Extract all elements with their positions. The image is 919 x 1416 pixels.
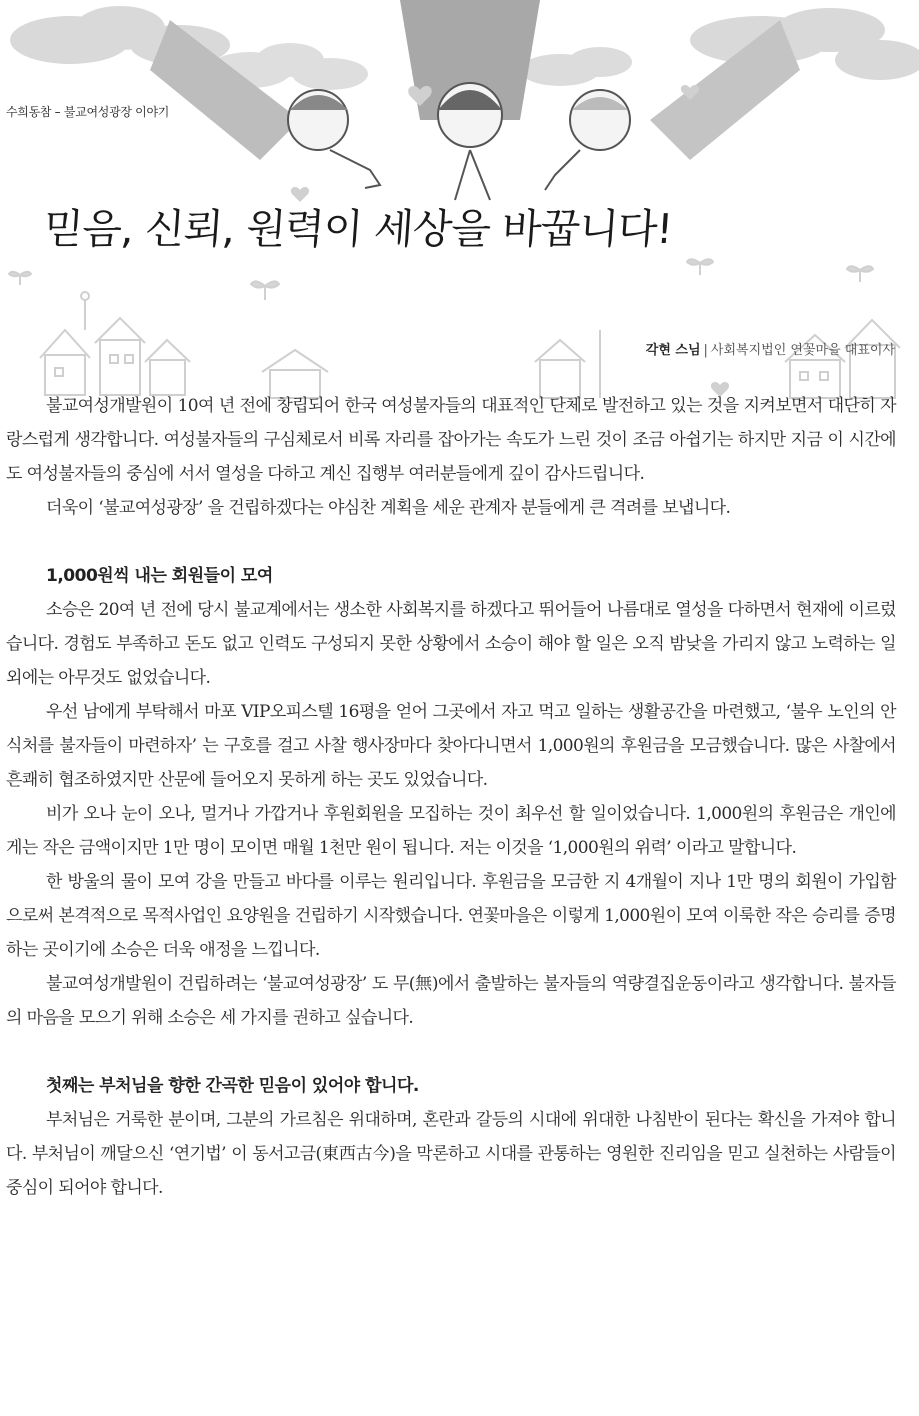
paragraph: 비가 오나 눈이 오나, 멀거나 가깝거나 후원회원을 모집하는 것이 최우선 할 일이었습니다. 1,000원의 후원금은 개인에게는 작은 금액이지만 1만 명이 모이면 매월 1천만 원이 됩니다. 저는 이것을 ‘1,000원의 위력’ 이라고 말합니다. [6,804,896,858]
section-heading: 1,000원씩 내는 회원들이 모여 [46,566,273,586]
paragraph: 소승은 20여 년 전에 당시 불교계에서는 생소한 사회복지를 하겠다고 뛰어들어 나름대로 열성을 다하면서 현재에 이르렀습니다. 경험도 부족하고 돈도 없고 인력도 구성되지 못한 상황에서 소승이 해야 할 일은 오직 밤낮을 가리지 않고 노력하는 일 외에는 아무것도 없었습니다. [6,600,896,688]
paragraph: 한 방울의 물이 모여 강을 만들고 바다를 이루는 원리입니다. 후원금을 모금한 지 4개월이 지나 1만 명의 회원이 가입함으로써 본격적으로 목적사업인 요양원을 건립하기 시작했습니다. 연꽃마을은 이렇게 1,000원이 모여 이룩한 작은 승리를 증명하는 곳이기에 소승은 더욱 애정을 느낍니다. [6,872,896,960]
figure-left [150,20,380,188]
author-name: 각현 스님 [645,343,701,358]
cloud-icon [520,47,632,86]
paragraph: 우선 남에게 부탁해서 마포 VIP오피스텔 16평을 얻어 그곳에서 자고 먹고 일하는 생활공간을 마련했고, ‘불우 노인의 안식처를 불자들이 마련하자’ 는 구호를 걸고 사찰 행사장마다 찾아다니면서 1,000원의 후원금을 모금했습니다. 많은 사찰에서 흔쾌히 협조하였지만 산문에 들어오지 못하게 하는 곳도 있었습니다. [6,702,896,790]
article-body [6,389,896,1205]
spacer [6,1035,896,1069]
author-role: 사회복지법인 연꽃마을 대표이사 [710,343,895,358]
byline [646,339,895,358]
houses-left [40,292,190,395]
byline-separator: | [703,343,708,358]
houses-right [785,320,900,398]
paragraph: 불교여성개발원이 10여 년 전에 창립되어 한국 여성불자들의 대표적인 단체로 발전하고 있는 것을 지켜보면서 대단히 자랑스럽게 생각합니다. 여성불자들의 구심체로서 비록 자리를 잡아가는 속도가 느린 것이 조금 아쉽기는 하지만 지금 이 시간에도 여성불자들의 중심에 서서 열성을 다하고 계신 집행부 여러분들에게 깊이 감사드립니다. [6,396,896,484]
page-title: 믿음, 신뢰, 원력이 세상을 바꿉니다! [42,205,674,253]
paragraph: 더욱이 ‘불교여성광장’ 을 건립하겠다는 야심찬 계획을 세운 관계자 분들에게 큰 격려를 보냅니다. [46,498,731,518]
series-label: 수희동참 – 불교여성광장 이야기 [6,105,170,119]
houses-center [262,330,600,398]
spacer [6,525,896,559]
sprout-icon [9,259,873,300]
figure-right [545,20,800,190]
section-heading: 첫째는 부처님을 향한 간곡한 믿음이 있어야 합니다. [46,1076,419,1096]
paragraph: 불교여성개발원이 건립하려는 ‘불교여성광장’ 도 무(無)에서 출발하는 불자들의 역량결집운동이라고 생각합니다. 불자들의 마음을 모으기 위해 소승은 세 가지를 권하고 싶습니다. [6,974,896,1028]
paragraph: 부처님은 거룩한 분이며, 그분의 가르침은 위대하며, 혼란과 갈등의 시대에 위대한 나침반이 된다는 확신을 가져야 합니다. 부처님이 깨달으신 ‘연기법’ 이 동서고금(東西古今)을 막론하고 시대를 관통하는 영원한 진리임을 믿고 실천하는 사람들이 중심이 되어야 합니다. [6,1110,896,1198]
